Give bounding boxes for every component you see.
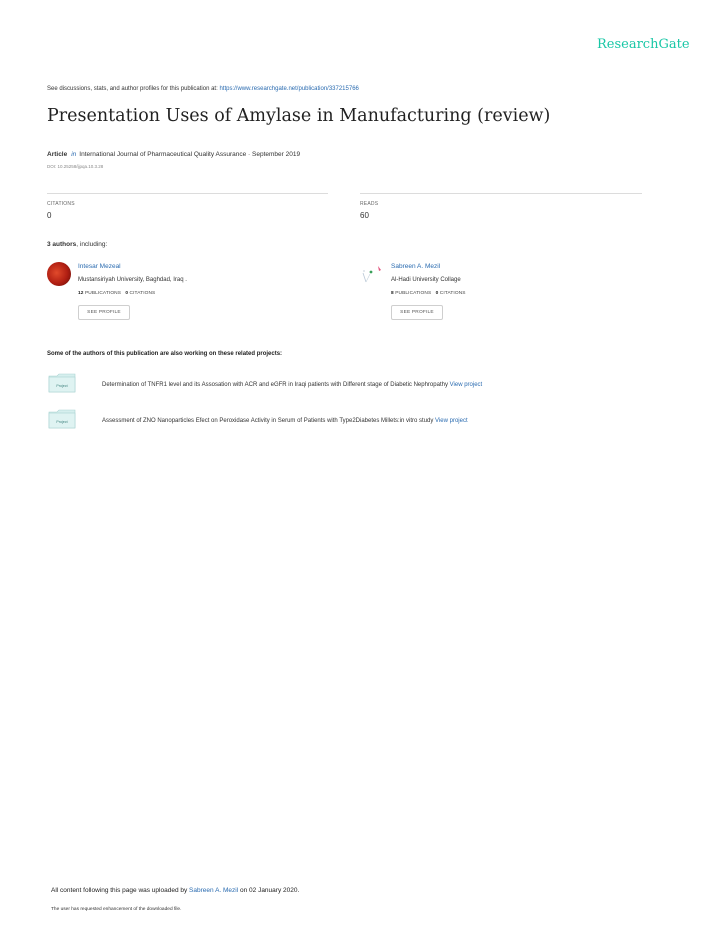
researchgate-logo[interactable]: ResearchGate bbox=[597, 37, 690, 52]
in-label: in bbox=[71, 151, 77, 158]
divider-right bbox=[360, 193, 642, 194]
author-stats bbox=[78, 291, 155, 296]
publications-label: PUBLICATIONS bbox=[84, 291, 122, 296]
author-institution: Mustansiriyah University, Baghdad, Iraq . bbox=[78, 277, 187, 283]
view-project-link[interactable]: View project bbox=[435, 418, 468, 424]
publications-label: PUBLICATIONS bbox=[395, 291, 432, 296]
journal-info: International Journal of Pharmaceutical Quality Assurance · September 2019 bbox=[79, 151, 301, 158]
project-item bbox=[102, 418, 468, 424]
download-note: The user has requested enhancement of the downloaded file. bbox=[51, 907, 182, 912]
citations-value: 0 bbox=[47, 211, 52, 220]
project-icon-label: Project bbox=[56, 384, 68, 388]
project-icon-label: Project bbox=[56, 420, 68, 424]
authors-count: 3 authors bbox=[47, 241, 77, 248]
project-item bbox=[102, 382, 482, 388]
see-discussions-line bbox=[47, 86, 359, 92]
author-citations-count: 0 bbox=[125, 291, 129, 296]
project-title: Determination of TNFR1 level and its Assosation with ACR and eGFR in Iraqi patients with Different stage of Diabetic Nephropathy bbox=[102, 382, 448, 388]
article-type: Article bbox=[47, 151, 68, 158]
project-folder-icon[interactable] bbox=[48, 373, 76, 393]
see-text: See discussions, stats, and author profiles for this publication at: bbox=[47, 86, 220, 92]
author-name-link[interactable]: Intesar Mezeal bbox=[78, 263, 121, 270]
authors-header bbox=[47, 241, 107, 248]
doi: DOI: 10.25258/ijpqa.10.3.28 bbox=[47, 164, 104, 169]
author-name-link[interactable]: Sabreen A. Mezil bbox=[391, 263, 441, 270]
uploaded-suffix: on 02 January 2020. bbox=[238, 887, 300, 894]
divider-left bbox=[47, 193, 328, 194]
see-profile-button[interactable]: SEE PROFILE bbox=[391, 305, 443, 320]
related-projects-heading: Some of the authors of this publication are also working on these related projects: bbox=[47, 351, 283, 357]
author-institution: Al-Hadi University Collage bbox=[391, 277, 461, 283]
publications-count: 12 bbox=[78, 291, 84, 296]
avatar[interactable] bbox=[360, 262, 384, 286]
reads-value: 60 bbox=[360, 211, 369, 220]
citations-label: CITATIONS bbox=[47, 201, 75, 207]
article-meta bbox=[47, 151, 300, 158]
uploaded-by-line bbox=[51, 887, 299, 894]
author-citations-count: 0 bbox=[435, 291, 439, 296]
view-project-link[interactable]: View project bbox=[449, 382, 483, 388]
page-title: Presentation Uses of Amylase in Manufacturing (review) bbox=[47, 106, 551, 126]
see-profile-button[interactable]: SEE PROFILE bbox=[78, 305, 130, 320]
author-stats bbox=[391, 291, 466, 296]
author-citations-label: CITATIONS bbox=[129, 291, 156, 296]
reads-label: READS bbox=[360, 201, 379, 207]
project-title: Assessment of ZNO Nanoparticles Efect on Peroxidase Activity in Serum of Patients with Type2Diabetes Millets:in vitro study bbox=[102, 418, 434, 424]
avatar[interactable] bbox=[47, 262, 71, 286]
publications-count: 8 bbox=[391, 291, 394, 296]
uploaded-prefix: All content following this page was uploaded by bbox=[51, 887, 190, 894]
authors-including: , including: bbox=[76, 241, 108, 248]
project-folder-icon[interactable] bbox=[48, 409, 76, 429]
publication-url-link[interactable]: https://www.researchgate.net/publication/337215766 bbox=[219, 86, 359, 92]
author-citations-label: CITATIONS bbox=[439, 291, 466, 296]
uploader-link[interactable]: Sabreen A. Mezil bbox=[189, 887, 239, 894]
